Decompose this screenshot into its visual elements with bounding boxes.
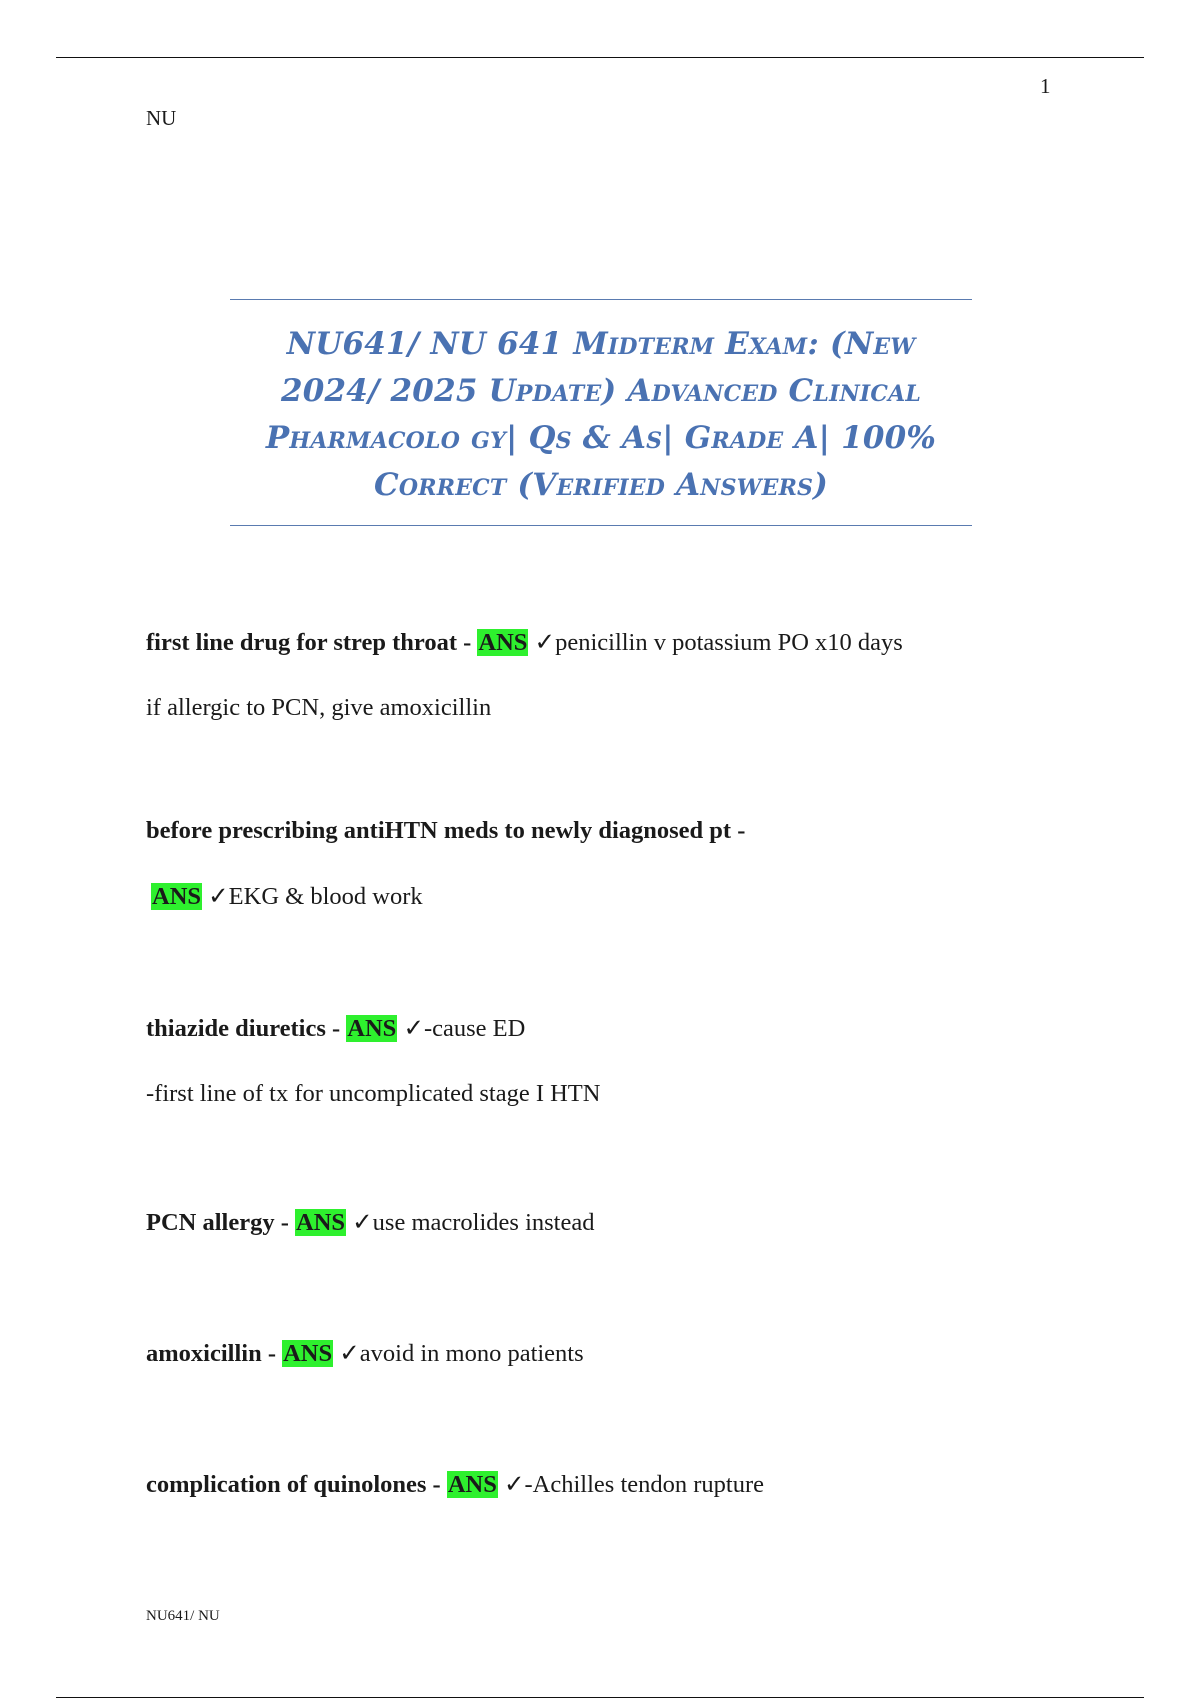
ans-highlight: ANS xyxy=(447,1471,497,1498)
question: PCN allergy - xyxy=(146,1209,295,1236)
qa-item-2 xyxy=(146,817,745,845)
question: first line drug for strep throat - xyxy=(146,629,478,656)
qa-item-1-extra: if allergic to PCN, give amoxicillin xyxy=(146,694,492,721)
qa-item-5 xyxy=(146,1338,584,1368)
answer: ✓-cause ED xyxy=(397,1015,526,1042)
ans-highlight: ANS xyxy=(283,1340,333,1367)
title-box xyxy=(230,299,972,526)
ans-highlight: ANS xyxy=(347,1015,397,1042)
qa-item-1 xyxy=(146,627,903,657)
ans-highlight: ANS xyxy=(152,883,202,910)
qa-item-6 xyxy=(146,1469,764,1499)
question: amoxicillin - xyxy=(146,1340,283,1367)
running-footer: NU641/ NU xyxy=(146,1608,220,1624)
qa-item-2-answer xyxy=(151,881,423,911)
ans-highlight: ANS xyxy=(296,1209,346,1236)
page-number: 1 xyxy=(1040,74,1051,98)
bottom-rule xyxy=(56,1697,1144,1698)
answer: ✓EKG & blood work xyxy=(202,883,423,910)
answer: ✓avoid in mono patients xyxy=(333,1340,584,1367)
document-title: NU641/ NU 641 Midterm Exam: (New 2024/ 2025 Update) Advanced Clinical Pharmacolo gy| Qs & As| Grade A| 100% Correct (Verified Answers) xyxy=(265,326,937,503)
qa-item-3 xyxy=(146,1013,525,1043)
answer: ✓-Achilles tendon rupture xyxy=(497,1471,764,1498)
qa-item-4 xyxy=(146,1207,594,1237)
running-header: NU xyxy=(146,106,177,130)
answer: ✓use macrolides instead xyxy=(346,1209,595,1236)
question: thiazide diuretics - xyxy=(146,1015,347,1042)
answer: ✓penicillin v potassium PO x10 days xyxy=(528,629,903,656)
ans-highlight: ANS xyxy=(478,629,528,656)
qa-item-3-extra: -first line of tx for uncomplicated stage I HTN xyxy=(146,1080,601,1107)
top-rule xyxy=(56,57,1144,58)
question: before prescribing antiHTN meds to newly diagnosed pt - xyxy=(146,817,746,844)
question: complication of quinolones - xyxy=(146,1471,447,1498)
